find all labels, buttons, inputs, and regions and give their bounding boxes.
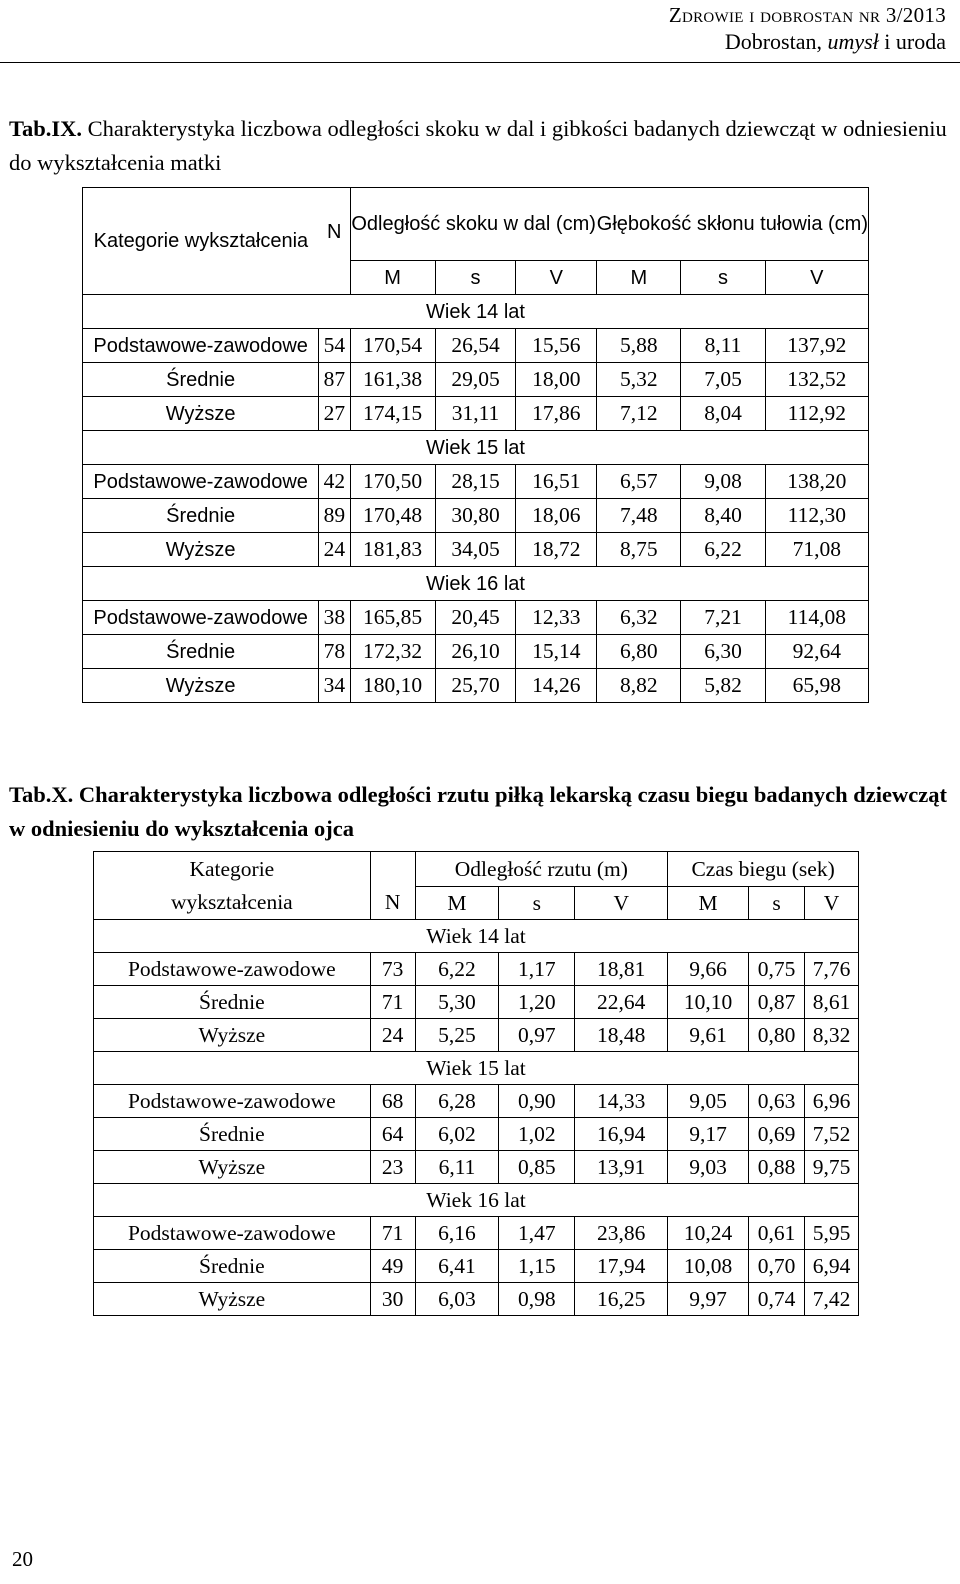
t9-cell-n: 42 bbox=[319, 465, 350, 499]
t9-cell-m2: 6,57 bbox=[597, 465, 681, 499]
t9-cell-category: Wyższe bbox=[83, 397, 319, 431]
t9-cell-m2: 5,32 bbox=[597, 363, 681, 397]
t10-section-label: Wiek 15 lat bbox=[94, 1052, 859, 1085]
t10-cell-v1: 16,25 bbox=[575, 1283, 668, 1316]
table-row bbox=[94, 1250, 859, 1283]
t10-cell-v1: 14,33 bbox=[575, 1085, 668, 1118]
t10-cell-n: 49 bbox=[370, 1250, 415, 1283]
t10-cell-n: 73 bbox=[370, 953, 415, 986]
t9-cell-m2: 7,12 bbox=[597, 397, 681, 431]
t9-cell-m2: 6,80 bbox=[597, 635, 681, 669]
t9-cell-s2: 5,82 bbox=[681, 669, 765, 703]
t9-sub-s2: s bbox=[681, 261, 765, 295]
t10-header-category-line2: wykształcenia bbox=[94, 887, 371, 920]
t10-cell-m1: 6,41 bbox=[415, 1250, 499, 1283]
t9-cell-m1: 180,10 bbox=[350, 669, 435, 703]
t10-cell-v1: 23,86 bbox=[575, 1217, 668, 1250]
t9-cell-m2: 8,82 bbox=[597, 669, 681, 703]
t10-cell-s1: 1,20 bbox=[499, 986, 575, 1019]
table-row bbox=[83, 669, 869, 703]
t10-cell-m1: 6,02 bbox=[415, 1118, 499, 1151]
t9-cell-s1: 20,45 bbox=[435, 601, 516, 635]
t10-cell-s2: 0,74 bbox=[749, 1283, 805, 1316]
table-row bbox=[83, 397, 869, 431]
t10-cell-category: Średnie bbox=[94, 986, 371, 1019]
t9-cell-category: Średnie bbox=[83, 635, 319, 669]
t9-sub-m1: M bbox=[350, 261, 435, 295]
t9-section-label: Wiek 16 lat bbox=[83, 567, 869, 601]
table-9-caption bbox=[9, 112, 951, 180]
t10-cell-category: Podstawowe-zawodowe bbox=[94, 953, 371, 986]
t9-cell-n: 89 bbox=[319, 499, 350, 533]
t9-cell-n: 38 bbox=[319, 601, 350, 635]
t10-cell-m2: 9,61 bbox=[668, 1019, 749, 1052]
table-row bbox=[94, 1283, 859, 1316]
t9-cell-category: Podstawowe-zawodowe bbox=[83, 329, 319, 363]
table-row bbox=[94, 986, 859, 1019]
table-row bbox=[83, 329, 869, 363]
t10-cell-s2: 0,75 bbox=[749, 953, 805, 986]
t10-cell-s1: 1,17 bbox=[499, 953, 575, 986]
t9-cell-n: 34 bbox=[319, 669, 350, 703]
t9-header-group-1: Odległość skoku w dal (cm) bbox=[350, 188, 597, 261]
t10-cell-m2: 9,97 bbox=[668, 1283, 749, 1316]
t10-cell-v2: 7,52 bbox=[805, 1118, 859, 1151]
t10-cell-category: Wyższe bbox=[94, 1151, 371, 1184]
t9-cell-category: Podstawowe-zawodowe bbox=[83, 601, 319, 635]
t9-cell-s1: 26,10 bbox=[435, 635, 516, 669]
t10-cell-s2: 0,88 bbox=[749, 1151, 805, 1184]
t10-cell-m2: 9,05 bbox=[668, 1085, 749, 1118]
t10-cell-category: Średnie bbox=[94, 1250, 371, 1283]
table-row bbox=[83, 533, 869, 567]
issue-subtitle bbox=[346, 28, 946, 56]
t10-cell-s2: 0,70 bbox=[749, 1250, 805, 1283]
t10-header-n-top bbox=[370, 852, 415, 887]
table-10-caption bbox=[9, 778, 951, 846]
t9-cell-s2: 7,05 bbox=[681, 363, 765, 397]
t10-cell-v2: 7,42 bbox=[805, 1283, 859, 1316]
t9-cell-v2: 132,52 bbox=[765, 363, 868, 397]
page-number: 20 bbox=[12, 1547, 33, 1571]
t9-cell-s1: 28,15 bbox=[435, 465, 516, 499]
t10-cell-s1: 0,98 bbox=[499, 1283, 575, 1316]
table-10-label: Tab.X. bbox=[9, 782, 74, 807]
t9-cell-category: Podstawowe-zawodowe bbox=[83, 465, 319, 499]
t10-cell-m2: 10,08 bbox=[668, 1250, 749, 1283]
t9-cell-v2: 114,08 bbox=[765, 601, 868, 635]
header-rule bbox=[0, 62, 960, 63]
t9-cell-v1: 12,33 bbox=[516, 601, 597, 635]
t9-cell-v1: 18,06 bbox=[516, 499, 597, 533]
t9-cell-m1: 170,50 bbox=[350, 465, 435, 499]
table-9-caption-text: Charakterystyka liczbowa odległości skoku w dal i gibkości badanych dziewcząt w odniesieniu do wykształcenia matki bbox=[9, 116, 947, 175]
t9-cell-m2: 7,48 bbox=[597, 499, 681, 533]
t9-cell-v1: 15,14 bbox=[516, 635, 597, 669]
t9-cell-v1: 15,56 bbox=[516, 329, 597, 363]
t10-cell-n: 30 bbox=[370, 1283, 415, 1316]
t10-cell-s2: 0,87 bbox=[749, 986, 805, 1019]
t10-cell-s2: 0,69 bbox=[749, 1118, 805, 1151]
t9-cell-v2: 138,20 bbox=[765, 465, 868, 499]
subtitle-part-3: i uroda bbox=[878, 29, 946, 54]
t9-cell-m1: 161,38 bbox=[350, 363, 435, 397]
t9-cell-v2: 112,30 bbox=[765, 499, 868, 533]
journal-title: Zdrowie i dobrostan nr 3/2013 bbox=[668, 3, 946, 27]
t10-sub-m1: M bbox=[415, 887, 499, 920]
t9-cell-category: Wyższe bbox=[83, 669, 319, 703]
t10-cell-category: Wyższe bbox=[94, 1283, 371, 1316]
t10-sub-v1: V bbox=[575, 887, 668, 920]
t10-cell-m1: 6,28 bbox=[415, 1085, 499, 1118]
t10-cell-v1: 22,64 bbox=[575, 986, 668, 1019]
t9-cell-v1: 18,00 bbox=[516, 363, 597, 397]
t10-cell-category: Podstawowe-zawodowe bbox=[94, 1085, 371, 1118]
t10-cell-v1: 13,91 bbox=[575, 1151, 668, 1184]
t9-cell-m2: 5,88 bbox=[597, 329, 681, 363]
t10-cell-v2: 9,75 bbox=[805, 1151, 859, 1184]
t9-cell-category: Średnie bbox=[83, 499, 319, 533]
t10-cell-m2: 9,17 bbox=[668, 1118, 749, 1151]
t9-cell-s2: 9,08 bbox=[681, 465, 765, 499]
t10-cell-n: 71 bbox=[370, 986, 415, 1019]
t10-cell-s1: 1,02 bbox=[499, 1118, 575, 1151]
t10-cell-v2: 7,76 bbox=[805, 953, 859, 986]
t10-sub-s2: s bbox=[749, 887, 805, 920]
running-header bbox=[346, 0, 946, 56]
table-row bbox=[83, 635, 869, 669]
t10-cell-m1: 6,03 bbox=[415, 1283, 499, 1316]
t10-cell-n: 23 bbox=[370, 1151, 415, 1184]
t9-cell-v2: 92,64 bbox=[765, 635, 868, 669]
t9-cell-s2: 8,40 bbox=[681, 499, 765, 533]
t9-cell-s1: 31,11 bbox=[435, 397, 516, 431]
t10-cell-m1: 5,25 bbox=[415, 1019, 499, 1052]
t10-header-group-1: Odległość rzutu (m) bbox=[415, 852, 668, 887]
t10-cell-v2: 8,32 bbox=[805, 1019, 859, 1052]
t9-cell-m1: 165,85 bbox=[350, 601, 435, 635]
t10-cell-s1: 0,85 bbox=[499, 1151, 575, 1184]
t10-cell-m2: 9,66 bbox=[668, 953, 749, 986]
t9-cell-m1: 170,54 bbox=[350, 329, 435, 363]
t10-cell-m1: 6,16 bbox=[415, 1217, 499, 1250]
t10-cell-s1: 1,15 bbox=[499, 1250, 575, 1283]
t10-cell-v1: 18,81 bbox=[575, 953, 668, 986]
t9-cell-m1: 174,15 bbox=[350, 397, 435, 431]
t10-cell-v1: 18,48 bbox=[575, 1019, 668, 1052]
t10-cell-v2: 5,95 bbox=[805, 1217, 859, 1250]
t9-cell-s2: 6,22 bbox=[681, 533, 765, 567]
t10-cell-category: Średnie bbox=[94, 1118, 371, 1151]
t10-cell-category: Wyższe bbox=[94, 1019, 371, 1052]
table-row bbox=[83, 465, 869, 499]
t9-cell-category: Wyższe bbox=[83, 533, 319, 567]
t10-cell-category: Podstawowe-zawodowe bbox=[94, 1217, 371, 1250]
t9-cell-m2: 8,75 bbox=[597, 533, 681, 567]
t9-cell-m1: 172,32 bbox=[350, 635, 435, 669]
t10-cell-n: 64 bbox=[370, 1118, 415, 1151]
t9-cell-n: 27 bbox=[319, 397, 350, 431]
t9-header-group-2: Głębokość skłonu tułowia (cm) bbox=[597, 188, 869, 261]
t9-sub-s1: s bbox=[435, 261, 516, 295]
t10-cell-m1: 6,11 bbox=[415, 1151, 499, 1184]
table-10-caption-text: Charakterystyka liczbowa odległości rzutu piłką lekarską czasu biegu badanych dziewcząt w odniesieniu do wykształcenia ojca bbox=[9, 782, 947, 841]
t9-cell-s2: 8,04 bbox=[681, 397, 765, 431]
table-row bbox=[94, 1151, 859, 1184]
t10-cell-m2: 9,03 bbox=[668, 1151, 749, 1184]
t10-cell-s1: 0,90 bbox=[499, 1085, 575, 1118]
t9-cell-v1: 18,72 bbox=[516, 533, 597, 567]
t10-sub-v2: V bbox=[805, 887, 859, 920]
t10-cell-m1: 5,30 bbox=[415, 986, 499, 1019]
table-row bbox=[83, 363, 869, 397]
t10-cell-s1: 0,97 bbox=[499, 1019, 575, 1052]
subtitle-part-italic: umysł bbox=[827, 29, 879, 54]
table-row bbox=[94, 1019, 859, 1052]
t10-sub-s1: s bbox=[499, 887, 575, 920]
t9-cell-m2: 6,32 bbox=[597, 601, 681, 635]
t10-section-label: Wiek 14 lat bbox=[94, 920, 859, 953]
t10-cell-v1: 16,94 bbox=[575, 1118, 668, 1151]
t9-section-label: Wiek 14 lat bbox=[83, 295, 869, 329]
table-row bbox=[94, 1085, 859, 1118]
t9-cell-v1: 16,51 bbox=[516, 465, 597, 499]
table-row bbox=[94, 1217, 859, 1250]
t10-cell-n: 24 bbox=[370, 1019, 415, 1052]
t9-cell-v2: 65,98 bbox=[765, 669, 868, 703]
t9-cell-v2: 71,08 bbox=[765, 533, 868, 567]
t10-cell-m2: 10,24 bbox=[668, 1217, 749, 1250]
t9-cell-n: 87 bbox=[319, 363, 350, 397]
t9-section-label: Wiek 15 lat bbox=[83, 431, 869, 465]
t10-cell-v2: 8,61 bbox=[805, 986, 859, 1019]
t10-cell-s2: 0,63 bbox=[749, 1085, 805, 1118]
t10-header-n: N bbox=[370, 887, 415, 920]
t9-header-n: N bbox=[319, 188, 350, 295]
t10-cell-v2: 6,96 bbox=[805, 1085, 859, 1118]
t9-cell-s1: 26,54 bbox=[435, 329, 516, 363]
t9-cell-v2: 137,92 bbox=[765, 329, 868, 363]
t9-cell-s2: 6,30 bbox=[681, 635, 765, 669]
t10-cell-s2: 0,80 bbox=[749, 1019, 805, 1052]
t9-sub-m2: M bbox=[597, 261, 681, 295]
t9-cell-n: 78 bbox=[319, 635, 350, 669]
t9-cell-m1: 181,83 bbox=[350, 533, 435, 567]
table-row bbox=[83, 499, 869, 533]
t10-header-group-2: Czas biegu (sek) bbox=[668, 852, 859, 887]
t10-cell-s1: 1,47 bbox=[499, 1217, 575, 1250]
t10-cell-m2: 10,10 bbox=[668, 986, 749, 1019]
table-9 bbox=[82, 187, 869, 703]
table-9-label: Tab.IX. bbox=[9, 116, 82, 141]
table-row bbox=[94, 953, 859, 986]
table-row bbox=[83, 601, 869, 635]
t9-cell-s2: 7,21 bbox=[681, 601, 765, 635]
t9-sub-v1: V bbox=[516, 261, 597, 295]
t9-cell-v1: 14,26 bbox=[516, 669, 597, 703]
t9-cell-n: 54 bbox=[319, 329, 350, 363]
t10-cell-s2: 0,61 bbox=[749, 1217, 805, 1250]
t9-cell-v2: 112,92 bbox=[765, 397, 868, 431]
t10-header-category-line1: Kategorie bbox=[94, 852, 371, 887]
t10-cell-n: 71 bbox=[370, 1217, 415, 1250]
t9-cell-s1: 30,80 bbox=[435, 499, 516, 533]
t9-cell-m1: 170,48 bbox=[350, 499, 435, 533]
t10-section-label: Wiek 16 lat bbox=[94, 1184, 859, 1217]
t9-sub-v2: V bbox=[765, 261, 868, 295]
t9-cell-s1: 29,05 bbox=[435, 363, 516, 397]
t10-cell-v2: 6,94 bbox=[805, 1250, 859, 1283]
subtitle-part-1: Dobrostan, bbox=[724, 29, 828, 54]
t9-cell-n: 24 bbox=[319, 533, 350, 567]
t10-sub-m2: M bbox=[668, 887, 749, 920]
table-row bbox=[94, 1118, 859, 1151]
t9-cell-category: Średnie bbox=[83, 363, 319, 397]
t10-cell-n: 68 bbox=[370, 1085, 415, 1118]
t10-cell-v1: 17,94 bbox=[575, 1250, 668, 1283]
t9-cell-v1: 17,86 bbox=[516, 397, 597, 431]
t9-cell-s1: 34,05 bbox=[435, 533, 516, 567]
t9-cell-s1: 25,70 bbox=[435, 669, 516, 703]
t9-header-category: Kategorie wykształcenia bbox=[83, 188, 319, 295]
t10-cell-m1: 6,22 bbox=[415, 953, 499, 986]
table-10 bbox=[93, 851, 859, 1316]
t9-cell-s2: 8,11 bbox=[681, 329, 765, 363]
